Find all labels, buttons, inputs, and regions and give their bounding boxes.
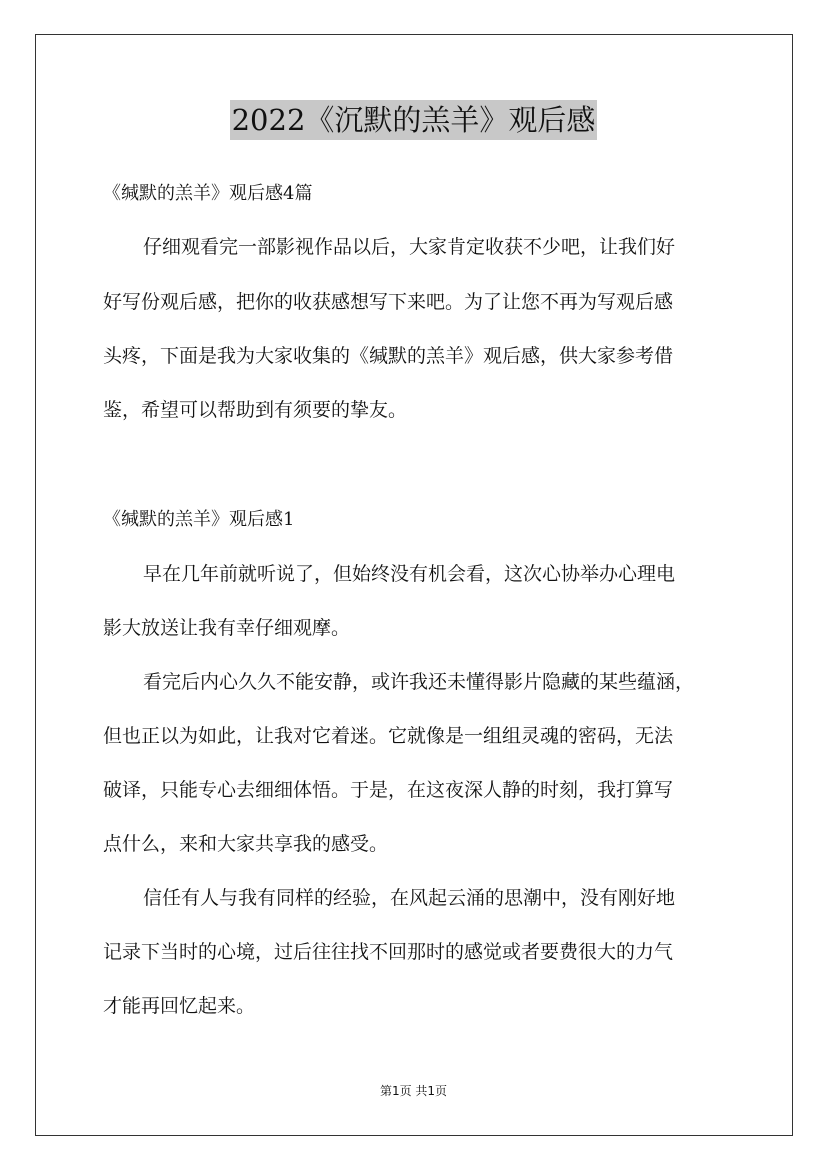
body-line: 但也正以为如此，让我对它着迷。它就像是一组组灵魂的密码，无法 — [103, 725, 674, 747]
section-heading: 《缄默的羔羊》观后感1 — [103, 509, 295, 530]
body-line: 才能再回忆起来。 — [103, 995, 256, 1017]
body-line: 点什么，来和大家共享我的感受。 — [103, 833, 389, 855]
intro-line: 鉴，希望可以帮助到有须要的挚友。 — [103, 399, 408, 421]
title-container — [0, 100, 827, 140]
body-line: 破译，只能专心去细细体悟。于是，在这夜深人静的时刻，我打算写 — [103, 779, 674, 801]
body-line: 影大放送让我有幸仔细观摩。 — [103, 617, 351, 639]
page-footer: 第1页 共1页 — [379, 1084, 448, 1098]
intro-line: 仔细观看完一部影视作品以后，大家肯定收获不少吧，让我们好 — [143, 236, 676, 258]
body-line: 信任有人与我有同样的经验，在风起云涌的思潮中，没有刚好地 — [143, 887, 676, 909]
body-line: 早在几年前就听说了，但始终没有机会看，这次心协举办心理电 — [143, 563, 676, 585]
document-title: 2022《沉默的羔羊》观后感 — [230, 100, 598, 140]
body-line: 看完后内心久久不能安静，或许我还未懂得影片隐藏的某些蕴涵， — [143, 671, 695, 693]
intro-line: 好写份观后感，把你的收获感想写下来吧。为了让您不再为写观后感 — [103, 291, 674, 313]
intro-line: 头疼，下面是我为大家收集的《缄默的羔羊》观后感，供大家参考借 — [103, 345, 674, 367]
body-line: 记录下当时的心境，过后往往找不回那时的感觉或者要费很大的力气 — [103, 941, 674, 963]
document-subtitle: 《缄默的羔羊》观后感4篇 — [103, 183, 313, 204]
